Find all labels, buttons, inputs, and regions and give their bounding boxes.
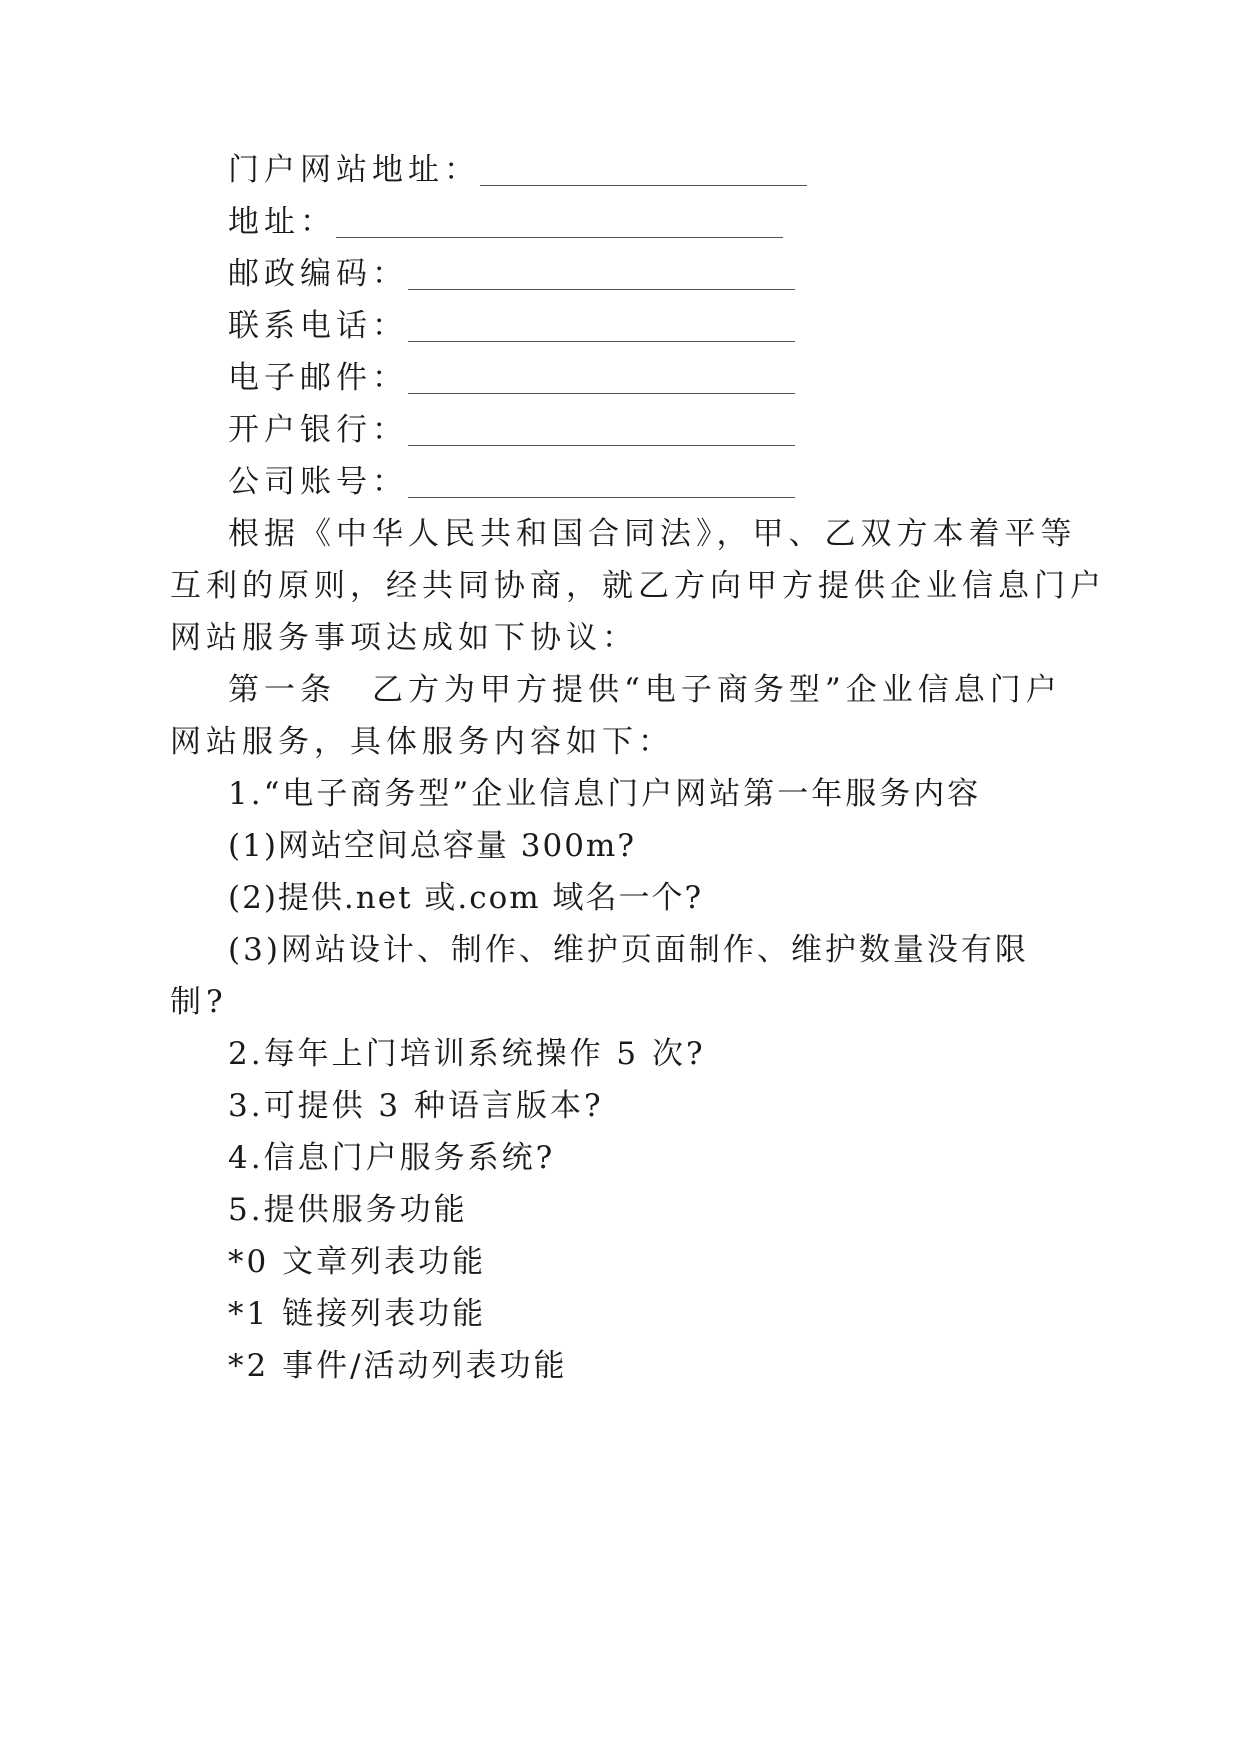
intro-paragraph-line: 根据《中华人民共和国合同法》，甲、乙双方本着平等 [228, 516, 1077, 552]
email-field [228, 358, 795, 398]
intro-paragraph-line: 网站服务事项达成如下协议： [170, 620, 638, 656]
bank-blank[interactable] [408, 423, 795, 446]
address-field [228, 202, 783, 242]
list-item: 1.“电子商务型”企业信息门户网站第一年服务内容 [228, 776, 982, 812]
list-item: 4.信息门户服务系统? [228, 1140, 556, 1176]
list-item: 制? [170, 984, 228, 1020]
portal-url-blank[interactable] [480, 163, 807, 186]
phone-field [228, 306, 795, 346]
account-field [228, 462, 795, 502]
field-label: 地址： [228, 204, 336, 240]
portal-url-field [228, 150, 807, 190]
function-item: *0 文章列表功能 [228, 1244, 487, 1280]
address-blank[interactable] [336, 215, 783, 238]
list-item: 2.每年上门培训系统操作 5 次? [228, 1036, 706, 1072]
field-label: 电子邮件： [228, 360, 408, 396]
list-item: 5.提供服务功能 [228, 1192, 468, 1228]
field-label: 门户网站地址： [228, 152, 480, 188]
function-item: *2 事件/活动列表功能 [228, 1348, 568, 1384]
function-item: *1 链接列表功能 [228, 1296, 487, 1332]
account-blank[interactable] [408, 475, 795, 498]
article-one-line: 网站服务，具体服务内容如下： [170, 724, 674, 760]
phone-blank[interactable] [408, 319, 795, 342]
field-label: 邮政编码： [228, 256, 408, 292]
intro-paragraph-line: 互利的原则，经共同协商，就乙方向甲方提供企业信息门户 [170, 568, 1106, 604]
list-item: (3)网站设计、制作、维护页面制作、维护数量没有限 [228, 932, 1029, 968]
list-item: (1)网站空间总容量 300m? [228, 828, 636, 864]
article-one-line: 第一条 乙方为甲方提供“电子商务型”企业信息门户 [228, 672, 1062, 708]
field-label: 联系电话： [228, 308, 408, 344]
bank-field [228, 410, 795, 450]
field-label: 公司账号： [228, 464, 408, 500]
list-item: (2)提供.net 或.com 域名一个? [228, 880, 704, 916]
list-item: 3.可提供 3 种语言版本? [228, 1088, 604, 1124]
postal-code-blank[interactable] [408, 267, 795, 290]
email-blank[interactable] [408, 371, 795, 394]
field-label: 开户银行： [228, 412, 408, 448]
postal-code-field [228, 254, 795, 294]
